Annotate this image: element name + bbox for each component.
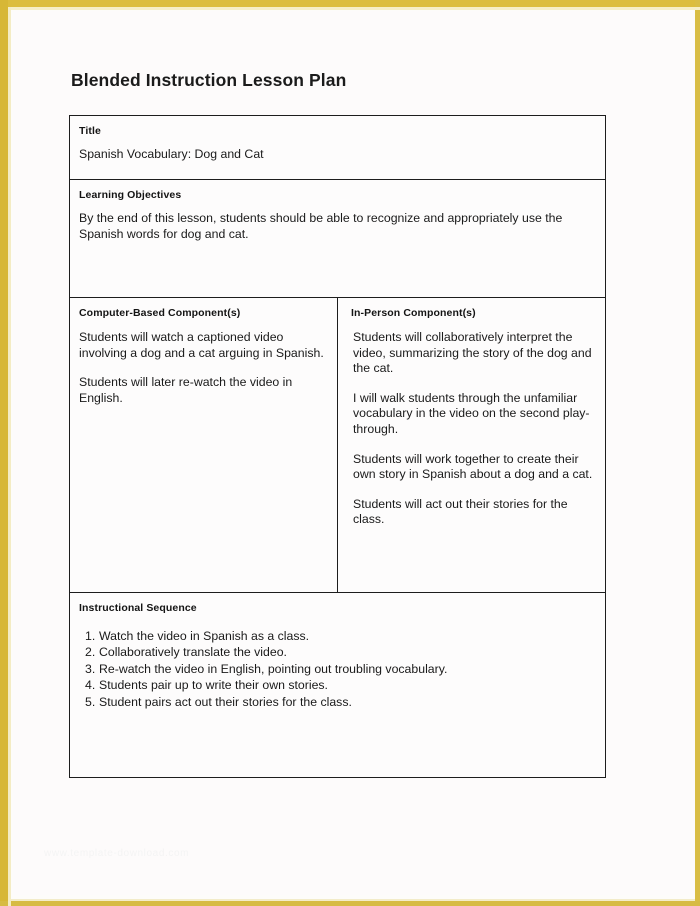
objectives-value: By the end of this lesson, students should be able to recognize and appropriately use the Spanish words for dog and cat. — [79, 211, 563, 241]
computer-based-paragraph: Students will later re-watch the video in English. — [79, 375, 293, 405]
computer-based-paragraph: Students will watch a captioned video involving a dog and a cat arguing in Spanish. — [79, 330, 324, 360]
instructional-sequence-list — [85, 628, 596, 710]
in-person-paragraph: I will walk students through the unfamiliar vocabulary in the video on the second play-through. — [353, 390, 590, 436]
list-item — [85, 694, 596, 710]
table-row-title — [70, 116, 606, 180]
list-item — [85, 677, 596, 693]
lesson-plan-table — [69, 115, 606, 778]
list-item-label: Collaboratively translate the video. — [99, 645, 287, 660]
objectives-label: Learning Objectives — [79, 189, 182, 201]
list-item — [85, 661, 596, 677]
watermark: www.template-download.com — [44, 848, 190, 859]
in-person-paragraph: Students will act out their stories for the class. — [353, 496, 568, 527]
list-item-number: 1. — [85, 629, 96, 643]
sequence-cell — [70, 593, 606, 778]
page-border-left-inner — [8, 7, 11, 906]
page-border-bottom — [0, 901, 700, 906]
list-item — [85, 628, 596, 644]
in-person-paragraph: Students will work together to create their own story in Spanish about a dog and a cat. — [353, 451, 593, 482]
table-row-sequence — [70, 593, 606, 778]
page-title: Blended Instruction Lesson Plan — [71, 70, 347, 90]
sequence-list-wrapper — [79, 624, 596, 710]
list-item-number: 5. — [85, 694, 96, 709]
in-person-cell — [338, 298, 606, 593]
list-item-label: Watch the video in Spanish as a class. — [99, 629, 310, 643]
list-item-label: Re-watch the video in English, pointing out troubling vocabulary. — [99, 661, 448, 676]
page-border-top — [0, 0, 700, 7]
page-border-left — [0, 0, 8, 906]
objectives-cell — [70, 180, 606, 298]
list-item-label: Student pairs act out their stories for the class. — [99, 694, 352, 709]
in-person-paragraph: Students will collaboratively interpret the video, summarizing the story of the dog and the cat. — [353, 330, 592, 376]
list-item-label: Students pair up to write their own stories. — [99, 678, 328, 693]
sequence-label: Instructional Sequence — [79, 602, 197, 614]
table-row-objectives — [70, 180, 606, 298]
page-border-right — [695, 0, 700, 906]
list-item-number: 3. — [85, 661, 96, 676]
in-person-label: In-Person Component(s) — [351, 307, 476, 319]
list-item — [85, 644, 596, 660]
list-item-number: 4. — [85, 678, 96, 693]
computer-based-cell — [70, 298, 338, 593]
page-border-bottom-inner — [11, 899, 695, 901]
list-item-number: 2. — [85, 645, 96, 660]
page-border-top-inner — [8, 7, 700, 10]
title-value: Spanish Vocabulary: Dog and Cat — [79, 147, 264, 161]
title-cell — [70, 116, 606, 180]
table-row-components — [70, 298, 606, 593]
computer-based-label: Computer-Based Component(s) — [79, 307, 241, 319]
title-label: Title — [79, 125, 101, 137]
